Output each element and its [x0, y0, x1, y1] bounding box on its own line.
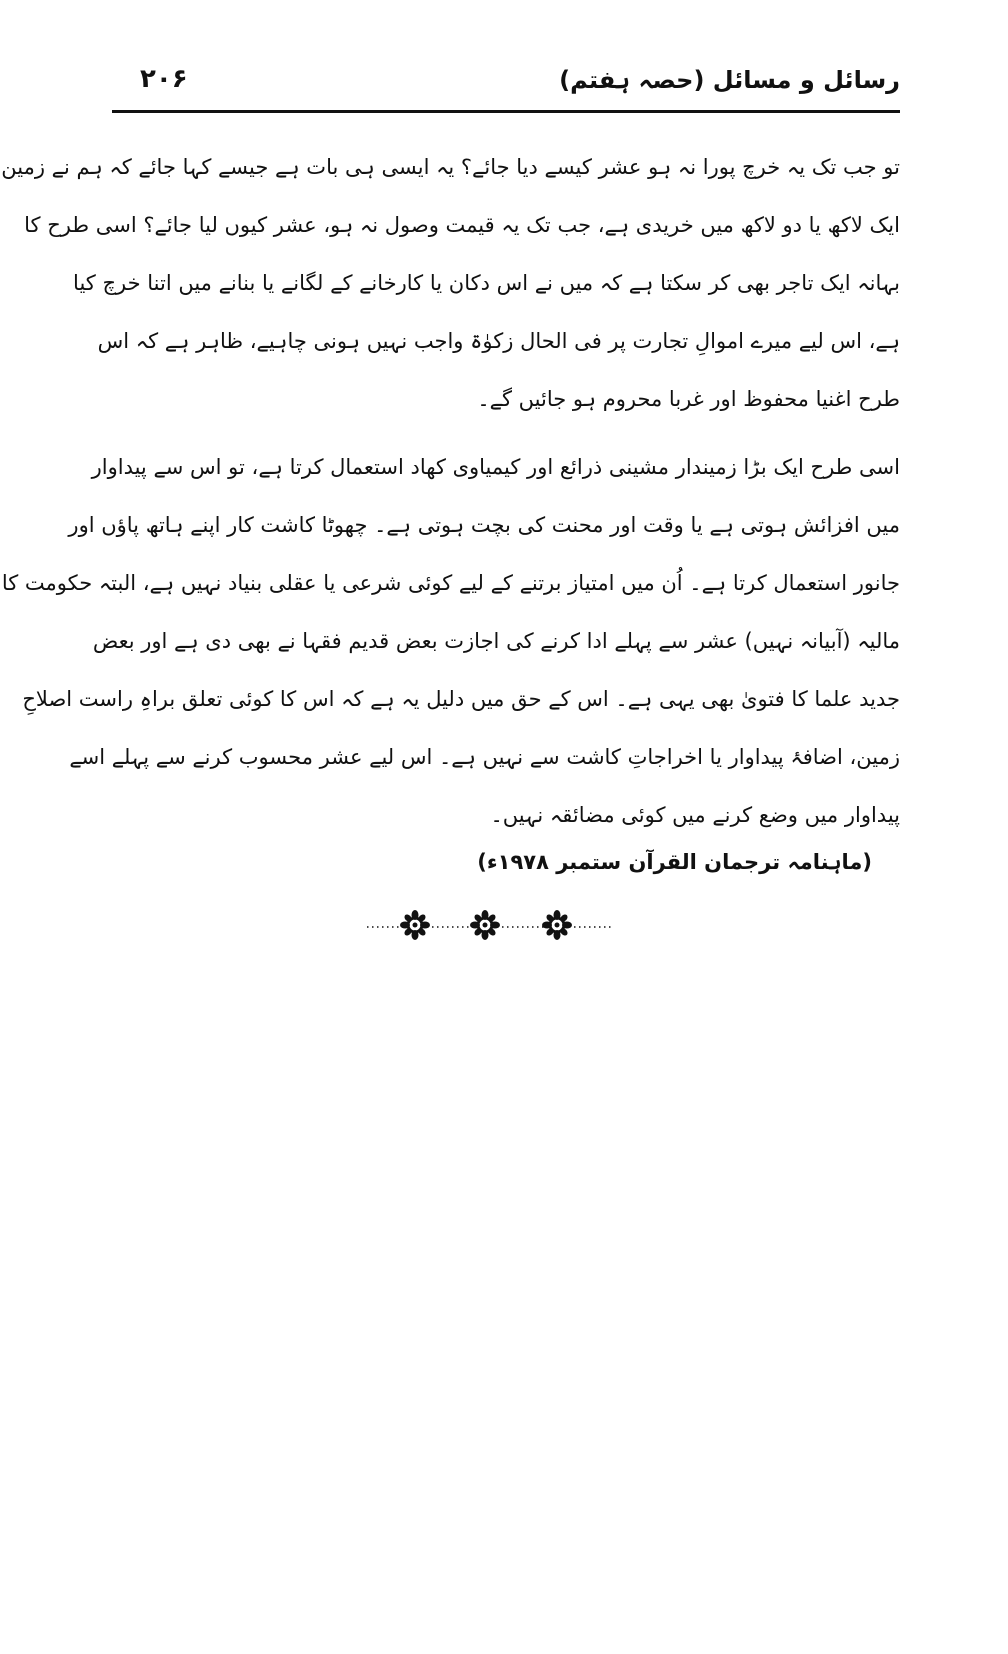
text-line: میں افزائش ہوتی ہے یا وقت اور محنت کی بچت ہوتی ہے۔ چھوٹا کاشت کار اپنے ہاتھ پاؤں اور	[68, 513, 900, 537]
text-line: جدید علما کا فتویٰ بھی یہی ہے۔ اس کے حق میں دلیل یہ ہے کہ اس کا کوئی تعلق براہِ راست اصلاحِ	[22, 687, 900, 711]
body-text	[1, 138, 900, 844]
paragraph-2	[1, 438, 900, 844]
text-line: مالیہ (آبیانہ نہیں) عشر سے پہلے ادا کرنے کی اجازت بعض قدیم فقہا نے بھی دی ہے اور بعض	[92, 629, 900, 653]
flower-icon	[542, 910, 572, 940]
flower-icon	[400, 910, 430, 940]
page-number: ۲۰۶	[140, 64, 188, 94]
text-line: طرح اغنیا محفوظ اور غربا محروم ہو جائیں گے۔	[477, 387, 900, 411]
header-rule	[112, 110, 900, 113]
text-line: جانور استعمال کرتا ہے۔ اُن میں امتیاز برتنے کے لیے کوئی شرعی یا عقلی بنیاد نہیں ہے، البتہ حکومت کا	[1, 571, 900, 595]
source-citation: (ماہنامہ ترجمان القرآن ستمبر ۱۹۷۸ء)	[477, 850, 872, 874]
floral-divider-icon	[365, 905, 635, 945]
flower-icon	[470, 910, 500, 940]
page-header	[112, 60, 900, 106]
paragraph-1	[1, 138, 900, 428]
text-line: اسی طرح ایک بڑا زمیندار مشینی ذرائع اور کیمیاوی کھاد استعمال کرتا ہے، تو اس سے پیداوار	[91, 455, 900, 479]
text-line: بہانہ ایک تاجر بھی کر سکتا ہے کہ میں نے اس دکان یا کارخانے کے لگانے یا بنانے میں اتنا خرچ کیا	[73, 271, 900, 295]
text-line: پیداوار میں وضع کرنے میں کوئی مضائقہ نہیں۔	[490, 803, 900, 827]
running-title: رسائل و مسائل (حصہ ہفتم)	[559, 66, 900, 94]
text-line: ہے، اس لیے میرے اموالِ تجارت پر فی الحال زکوٰۃ واجب نہیں ہونی چاہیے، ظاہر ہے کہ اس	[97, 329, 900, 353]
text-line: ایک لاکھ یا دو لاکھ میں خریدی ہے، جب تک یہ قیمت وصول نہ ہو، عشر کیوں لیا جائے؟ اسی طرح کا	[24, 213, 900, 237]
text-line: تو جب تک یہ خرچ پورا نہ ہو عشر کیسے دیا جائے؟ یہ ایسی ہی بات ہے جیسے کہا جائے کہ ہم نے زمین	[1, 155, 900, 179]
text-line: زمین، اضافۂ پیداوار یا اخراجاتِ کاشت سے نہیں ہے۔ اس لیے عشر محسوب کرنے سے پہلے اسے	[69, 745, 900, 769]
